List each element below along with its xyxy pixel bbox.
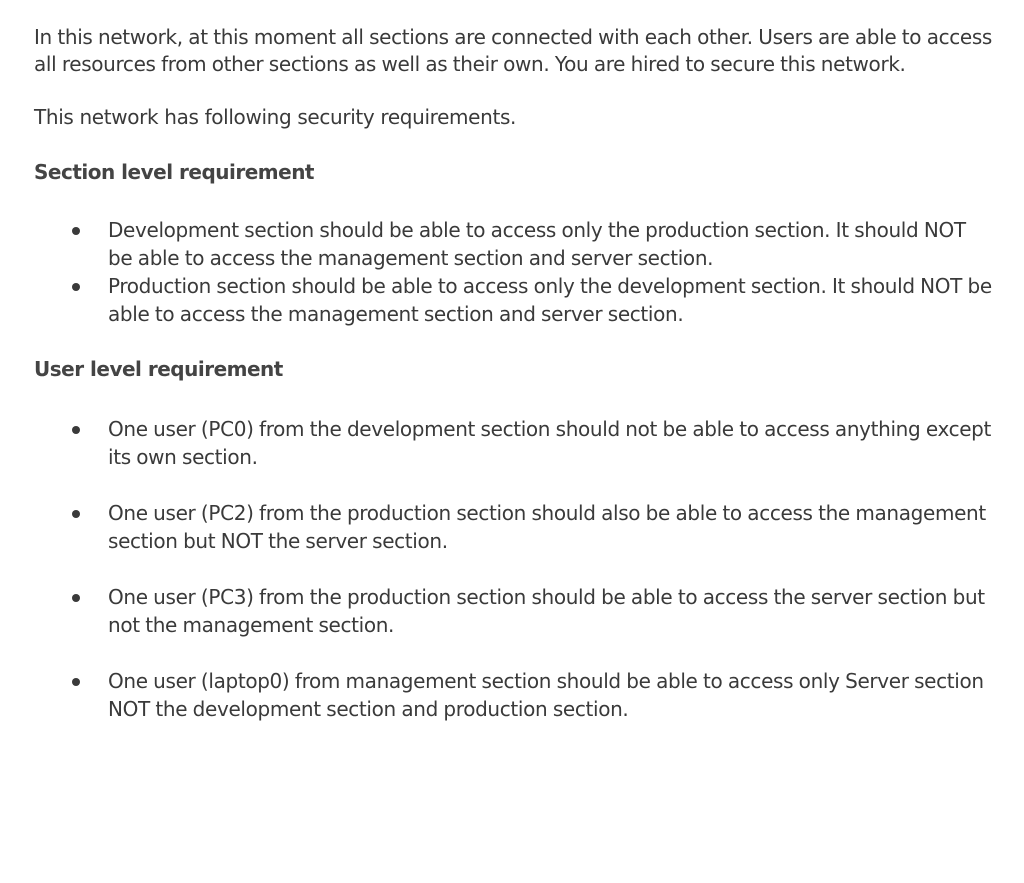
user-level-heading: User level requirement (34, 357, 283, 381)
list-item (34, 272, 992, 328)
bullet-icon (72, 426, 80, 434)
lead-paragraph: This network has following security requirements. (34, 105, 517, 129)
intro-paragraph: In this network, at this moment all sections are connected with each other. Users are able to access all resources from other sections as well as their own. You are hired to secure this network. (34, 25, 992, 76)
bullet-icon (72, 283, 80, 291)
list-item-text: One user (PC3) from the production section should be able to access the server section but not the management section. (108, 585, 985, 637)
list-item (34, 415, 992, 471)
list-item (34, 499, 992, 555)
list-item-text: Production section should be able to access only the development section. It should NOT be able to access the management section and server section. (108, 274, 992, 326)
list-item-text: Development section should be able to access only the production section. It should NOT be able to access the management section and server section. (108, 218, 966, 270)
user-level-list (34, 415, 992, 723)
bullet-icon (72, 510, 80, 518)
section-level-list (34, 216, 992, 328)
section-level-heading: Section level requirement (34, 160, 314, 184)
list-item (34, 583, 992, 639)
list-item (34, 216, 992, 272)
list-item (34, 667, 992, 723)
list-item-text: One user (PC2) from the production section should also be able to access the management section but NOT the server section. (108, 501, 986, 553)
bullet-icon (72, 594, 80, 602)
list-item-text: One user (PC0) from the development section should not be able to access anything except its own section. (108, 417, 992, 469)
document-body (34, 24, 992, 723)
bullet-icon (72, 678, 80, 686)
list-item-text: One user (laptop0) from management section should be able to access only Server section NOT the development section and production section. (108, 669, 984, 721)
bullet-icon (72, 227, 80, 235)
